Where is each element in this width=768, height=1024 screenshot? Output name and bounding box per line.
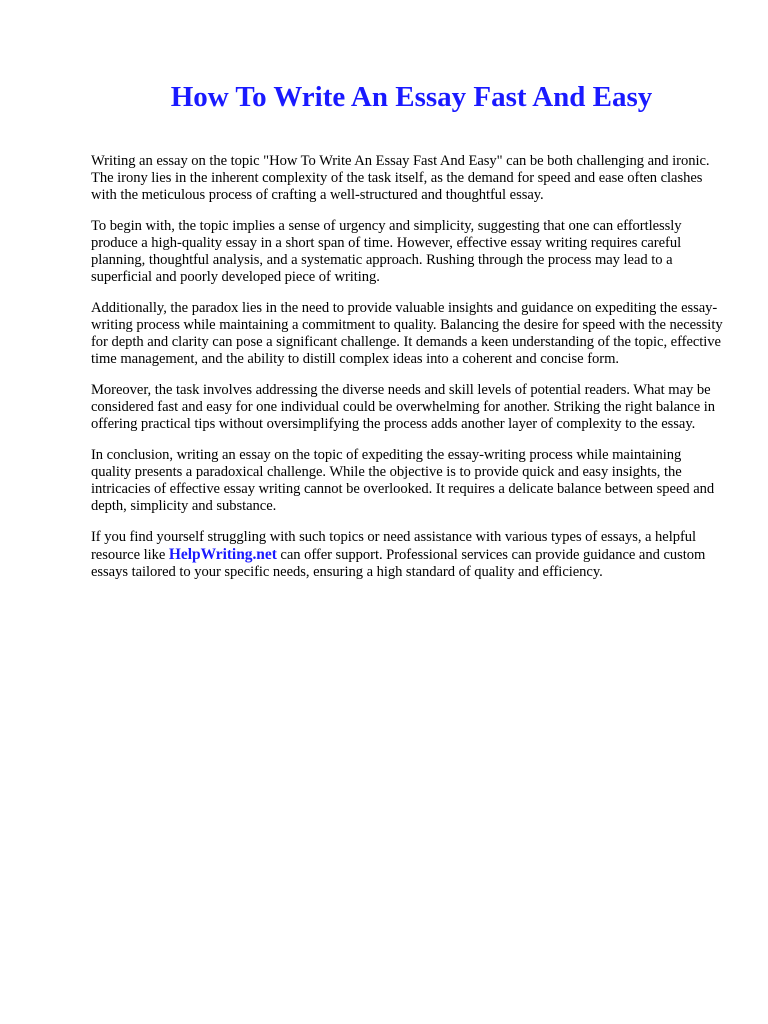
document-title: How To Write An Essay Fast And Easy [170, 81, 653, 113]
paragraph-intro: Writing an essay on the topic "How To Write An Essay Fast And Easy" can be both challenging and ironic. The irony lies in the inherent complexity of the task itself, as the demand for speed and ease often clashes with the meticulous process of crafting a well-structured and thoughtful essay. [91, 153, 710, 203]
helpwriting-link[interactable]: HelpWriting.net [168, 546, 277, 563]
paragraph-resource [91, 529, 724, 581]
paragraph-readers: Moreover, the task involves addressing the diverse needs and skill levels of potential readers. What may be considered fast and easy for one individual could be overwhelming for another. Striking the right balance in offering practical tips without oversimplifying the process adds another layer of complexity to the essay. [91, 382, 715, 432]
paragraph-urgency: To begin with, the topic implies a sense of urgency and simplicity, suggesting that one can effortlessly produce a high-quality essay in a short span of time. However, effective essay writing requires careful planning, thoughtful analysis, and a systematic approach. Rushing through the process may lead to a superficial and poorly developed piece of writing. [91, 218, 682, 285]
paragraph-conclusion: In conclusion, writing an essay on the topic of expediting the essay-writing process while maintaining quality presents a paradoxical challenge. While the objective is to provide quick and easy insights, the intricacies of effective essay writing cannot be overlooked. It requires a delicate balance between speed and depth, simplicity and substance. [91, 447, 715, 514]
paragraph-paradox: Additionally, the paradox lies in the need to provide valuable insights and guidance on expediting the essay-writing process while maintaining a commitment to quality. Balancing the desire for speed with the necessity for depth and clarity can pose a significant challenge. It demands a keen understanding of the topic, effective time management, and the ability to distill complex ideas into a coherent and concise form. [91, 300, 723, 367]
resource-text-after-link: can offer support. Professional services can provide guidance and custom essays tailored to your specific needs, ensuring a high standard of quality and efficiency. [91, 547, 706, 580]
resource-text-before-link: If you find yourself struggling with such topics or need assistance with various types of essays, a helpful resource like [91, 529, 697, 563]
